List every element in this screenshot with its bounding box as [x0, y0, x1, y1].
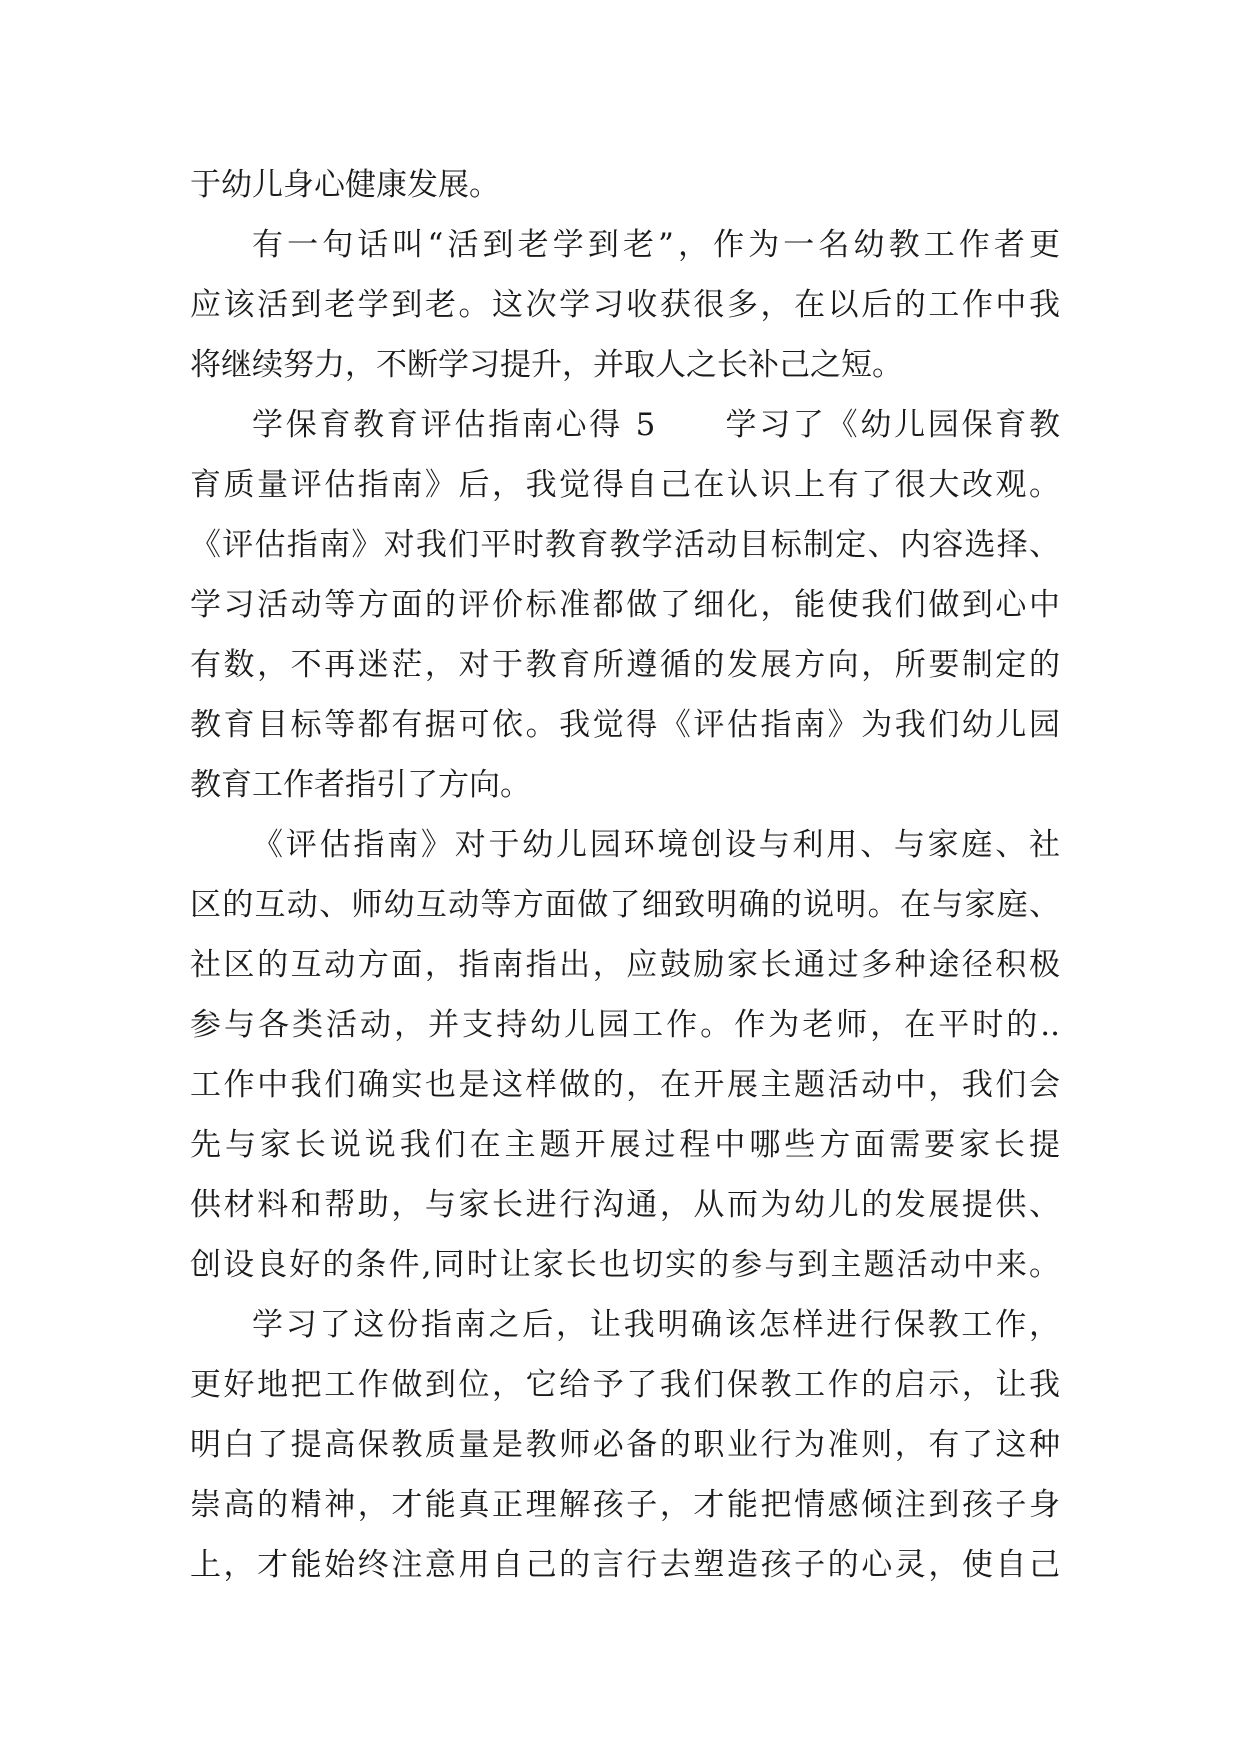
- text-line: 有数，不再迷茫，对于教育所遵循的发展方向，所要制定的: [190, 647, 1060, 683]
- text-line: 于幼儿身心健康发展。: [190, 167, 500, 203]
- text-line: 社区的互动方面，指南指出，应鼓励家长通过多种途径积极: [190, 947, 1060, 983]
- text-line: 明白了提高保教质量是教师必备的职业行为准则，有了这种: [190, 1427, 1060, 1463]
- text-line: 有一句话叫“活到老学到老”，作为一名幼教工作者更: [252, 227, 1060, 263]
- text-line: 育质量评估指南》后，我觉得自己在认识上有了很大改观。: [190, 467, 1060, 503]
- text-line: 教育目标等都有据可依。我觉得《评估指南》为我们幼儿园: [190, 707, 1060, 743]
- text-line: 先与家长说说我们在主题开展过程中哪些方面需要家长提: [190, 1127, 1060, 1163]
- text-line: 《评估指南》对我们平时教育教学活动目标制定、内容选择、: [190, 527, 1060, 563]
- text-line: 上，才能始终注意用自己的言行去塑造孩子的心灵，使自己: [190, 1547, 1060, 1583]
- text-line: 学习活动等方面的评价标准都做了细化，能使我们做到心中: [190, 587, 1060, 623]
- text-line: 区的互动、师幼互动等方面做了细致明确的说明。在与家庭、: [190, 887, 1060, 923]
- text-line: 参与各类活动，并支持幼儿园工作。作为老师，在平时的..: [190, 1007, 1060, 1043]
- text-line: 供材料和帮助，与家长进行沟通，从而为幼儿的发展提供、: [190, 1187, 1060, 1223]
- document-body: [190, 155, 1060, 1595]
- text-line: 学习了这份指南之后，让我明确该怎样进行保教工作，: [252, 1307, 1060, 1343]
- text-line: 崇高的精神，才能真正理解孩子，才能把情感倾注到孩子身: [190, 1487, 1060, 1523]
- text-line: 更好地把工作做到位，它给予了我们保教工作的启示，让我: [190, 1367, 1060, 1403]
- text-line: 工作中我们确实也是这样做的，在开展主题活动中，我们会: [190, 1067, 1060, 1103]
- text-line: 将继续努力，不断学习提升，并取人之长补己之短。: [190, 347, 903, 383]
- text-line: 教育工作者指引了方向。: [190, 767, 531, 803]
- text-line: 应该活到老学到老。这次学习收获很多，在以后的工作中我: [190, 287, 1060, 323]
- text-line: 《评估指南》对于幼儿园环境创设与利用、与家庭、社: [252, 827, 1060, 863]
- text-line: 创设良好的条件,同时让家长也切实的参与到主题活动中来。: [190, 1247, 1060, 1283]
- text-line: 学保育教育评估指南心得 5 学习了《幼儿园保育教: [252, 407, 1060, 443]
